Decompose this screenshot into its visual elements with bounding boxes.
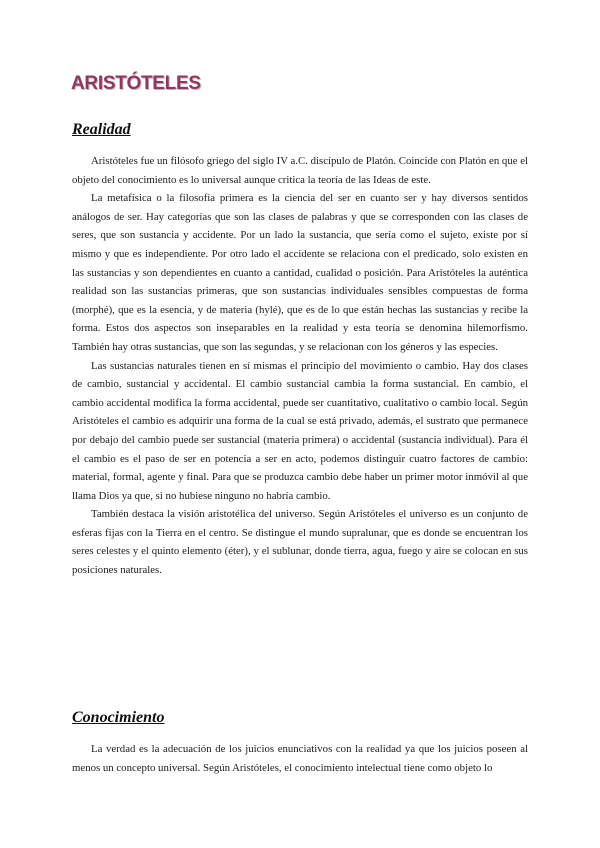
section-body-realidad: [72, 152, 528, 580]
paragraph: Las sustancias naturales tienen en sí mismas el principio del movimiento o cambio. Hay dos clases de cambio, sustancial y accidental. El cambio sustancial cambia la forma sustancial. En cambio, el cambio accidental modifica la forma accidental, puede ser cuantitativo, cualitativo o cambio local. Según Aristóteles el cambio es adquirir una forma de la cual se está privado, además, el sustrato que permanece por debajo del cambio puede ser sustancial (materia primera) o accidental (sustancia individual). Para él el cambio es el paso de ser en potencia a ser en acto, podemos distinguir cuatro factores de cambio: material, formal, agente y final. Para que se produzca cambio debe haber un primer motor inmóvil al que llama Dios ya que, si no hubiese ninguno no habría cambio.: [72, 359, 528, 502]
paragraph: La metafísica o la filosofía primera es la ciencia del ser en cuanto ser y hay diversos sentidos análogos de ser. Hay categorías que son las clases de palabras y que se corresponden con las clases de seres, que son sustancia y accidente. Por un lado la sustancia, que sería como el sujeto, existe por sí mismo y que es independiente. Por otro lado el accidente se relaciona con el predicado, solo existen en las sustancias y son dependientes en cuanto a cantidad, cualidad o posición. Para Aristóteles la auténtica realidad son las sustancias primeras, que son sustancias individuales sensibles compuestas de forma (morphé), que es la esencia, y de materia (hylé), que es de lo que están hechas las sustancias y recibe la forma. Estos dos aspectos son inseparables en la realidad y esta teoría se denomina hilemorfismo. También hay otras sustancias, que son las segundas, y se relacionan con los géneros y las especies.: [72, 192, 528, 353]
section-heading-conocimiento: Conocimiento: [72, 709, 165, 726]
paragraph: También destaca la visión aristotélica del universo. Según Aristóteles el universo es un conjunto de esferas fijas con la Tierra en el centro. Se distingue el mundo supralunar, que es donde se encuentran los seres celestes y el quinto elemento (éter), y el sublunar, donde tierra, agua, fuego y aire se colocan en sus posiciones naturales.: [72, 508, 528, 577]
section-body-conocimiento: [72, 740, 528, 777]
document-title: ARISTÓTELES: [71, 73, 201, 94]
paragraph: Aristóteles fue un filósofo griego del siglo IV a.C. discípulo de Platón. Coincide con Platón en que el objeto del conocimiento es lo universal aunque critica la teoría de las Ideas de este.: [72, 155, 528, 186]
paragraph: La verdad es la adecuación de los juicios enunciativos con la realidad ya que los juicios poseen al menos un concepto universal. Según Aristóteles, el conocimiento intelectual tiene como objeto lo: [72, 743, 528, 774]
section-heading-realidad: Realidad: [72, 121, 131, 138]
